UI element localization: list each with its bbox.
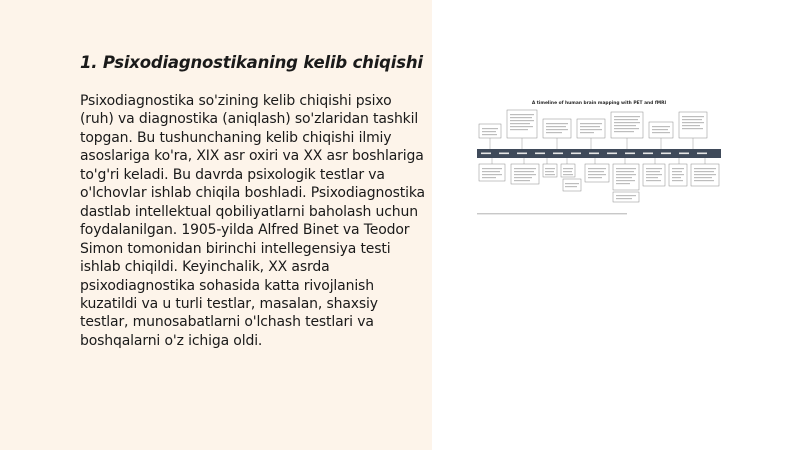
timeline-figure-svg [473, 97, 725, 219]
figure-caption-lines [477, 213, 627, 214]
slide-title: 1. Psixodiagnostikaning kelib chiqishi [80, 53, 423, 72]
timeline-figure-image [473, 97, 725, 219]
lower-event-boxes [479, 164, 719, 202]
upper-connectors [490, 138, 693, 149]
lower-connectors [492, 158, 705, 164]
figure-title: A timeline of human brain mapping with PET and fMRI [531, 101, 667, 106]
slide-body-text: Psixodiagnostika so'zining kelib chiqishi psixo (ruh) va diagnostika (aniqlash) so'zlaridan tashkil topgan. Bu tushunchaning kelib chiqishi ilmiy asoslariga ko'ra, XIX asr oxiri va XX asr boshlariga to'g'ri keladi. Bu davrda psixologik testlar va o'lchovlar ishlab chiqila boshladi. Psixodiagnostika dastlab intellektual qobiliyatlarni baholash uchun foydalanilgan. 1905-yilda Alfred Binet va Teodor Simon tomonidan birinchi intellegensiya testi ishlab chiqildi. Keyinchalik, XX asrda psixodiagnostika sohasida katta rivojlanish kuzatildi va u turli testlar, masalan, shaxsiy testlar, munosabatlarni o'lchash testlari va boshqalarni o'z ichiga oldi. [80, 93, 425, 349]
image-panel [432, 0, 800, 450]
